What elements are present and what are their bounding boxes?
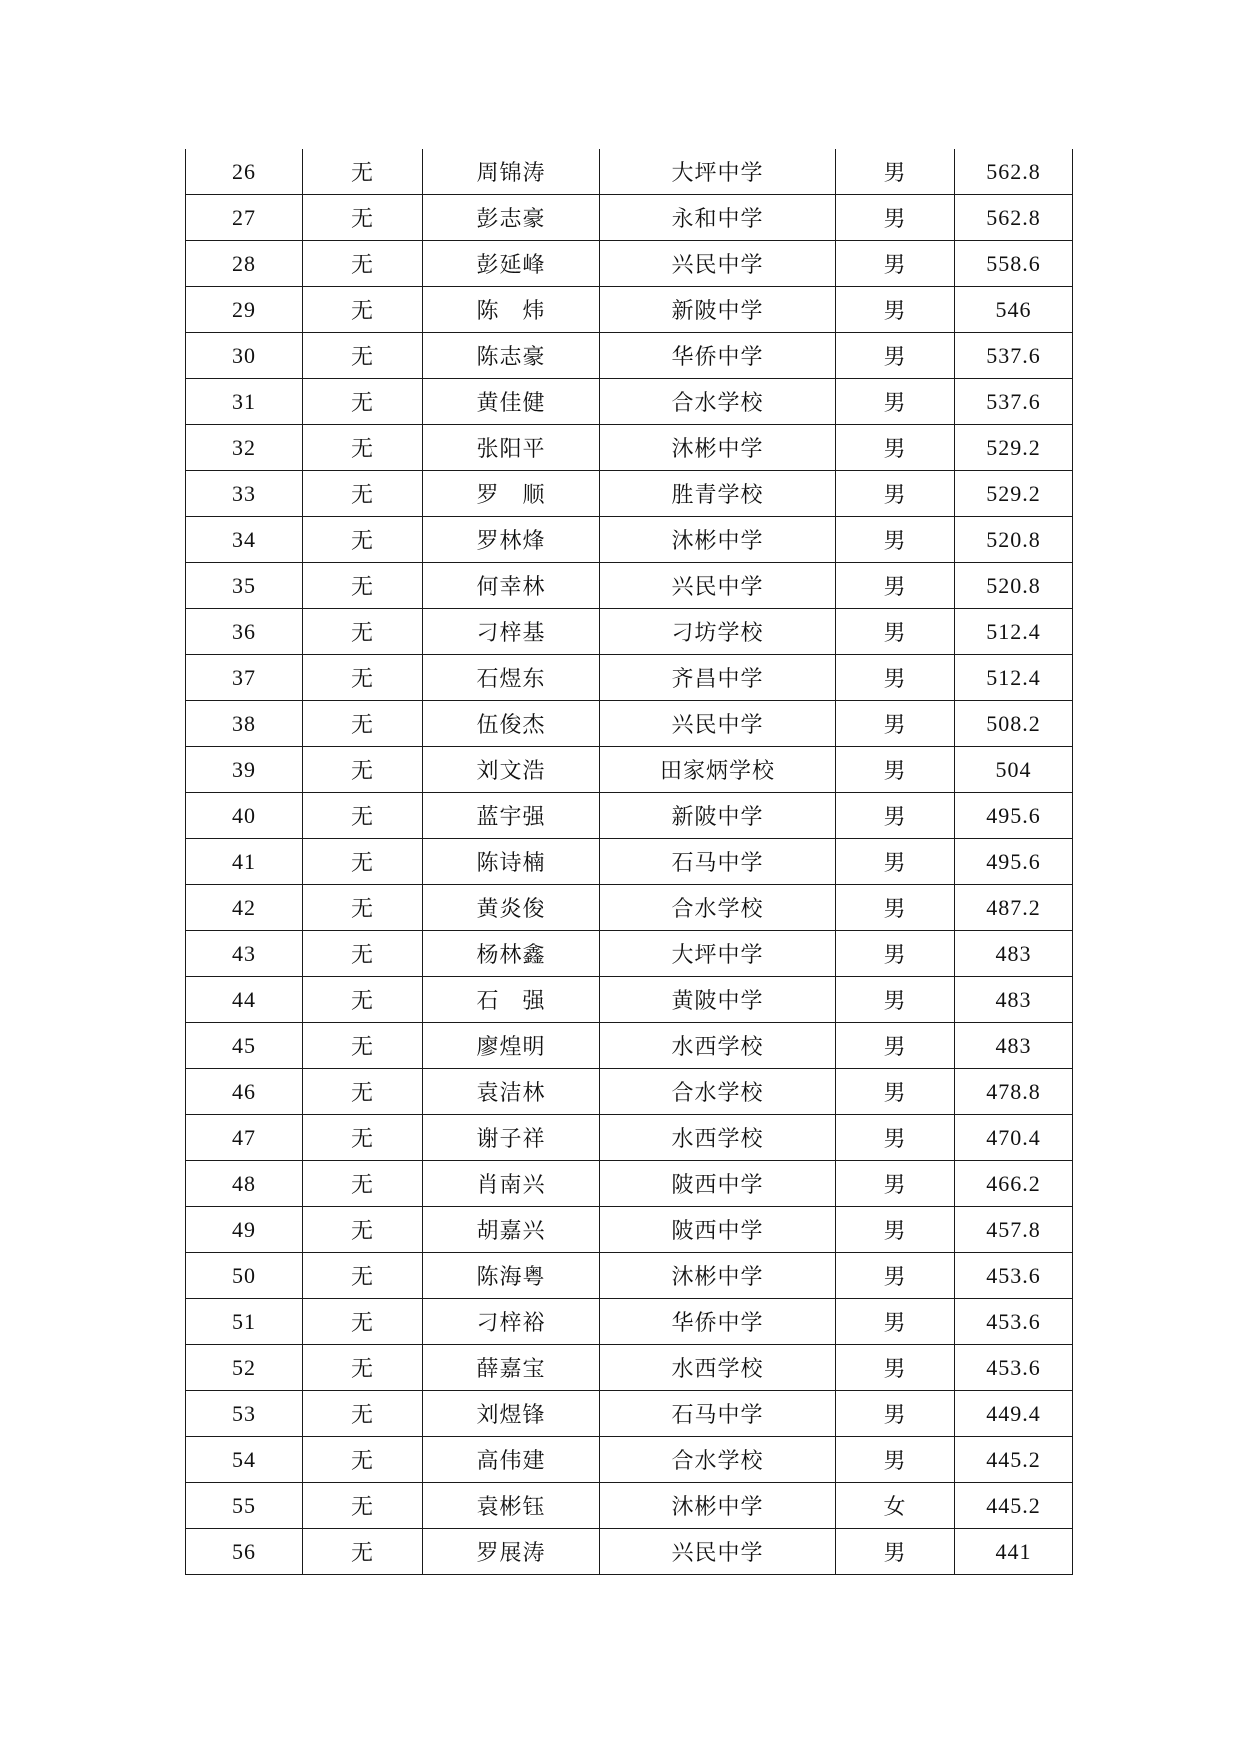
table-row [186, 195, 1073, 241]
rank-cell: 41 [186, 839, 303, 885]
student-name-cell: 黄炎俊 [423, 885, 600, 931]
school-cell: 兴民中学 [600, 701, 836, 747]
table-row [186, 1299, 1073, 1345]
student-name-cell: 周锦涛 [423, 149, 600, 195]
award-cell: 无 [303, 655, 423, 701]
table-row [186, 1529, 1073, 1575]
award-cell: 无 [303, 287, 423, 333]
student-name-cell: 蓝宇强 [423, 793, 600, 839]
school-cell: 沐彬中学 [600, 1253, 836, 1299]
table-row [186, 609, 1073, 655]
rank-cell: 42 [186, 885, 303, 931]
student-name-cell: 张阳平 [423, 425, 600, 471]
school-cell: 华侨中学 [600, 333, 836, 379]
gender-cell: 女 [836, 1483, 955, 1529]
school-cell: 沐彬中学 [600, 517, 836, 563]
student-name-cell: 胡嘉兴 [423, 1207, 600, 1253]
rank-cell: 55 [186, 1483, 303, 1529]
gender-cell: 男 [836, 287, 955, 333]
gender-cell: 男 [836, 747, 955, 793]
school-cell: 陂西中学 [600, 1207, 836, 1253]
student-name-cell: 袁彬钰 [423, 1483, 600, 1529]
student-name-cell: 陈海粤 [423, 1253, 600, 1299]
score-cell: 546 [955, 287, 1073, 333]
table-row [186, 379, 1073, 425]
score-cell: 457.8 [955, 1207, 1073, 1253]
roster-table-body [186, 149, 1073, 1575]
table-row [186, 793, 1073, 839]
student-name-cell: 谢子祥 [423, 1115, 600, 1161]
school-cell: 合水学校 [600, 885, 836, 931]
rank-cell: 33 [186, 471, 303, 517]
award-cell: 无 [303, 1483, 423, 1529]
table-row [186, 425, 1073, 471]
score-cell: 495.6 [955, 793, 1073, 839]
score-cell: 562.8 [955, 195, 1073, 241]
award-cell: 无 [303, 1207, 423, 1253]
score-cell: 508.2 [955, 701, 1073, 747]
school-cell: 合水学校 [600, 1437, 836, 1483]
student-name-cell: 石 强 [423, 977, 600, 1023]
school-cell: 陂西中学 [600, 1161, 836, 1207]
gender-cell: 男 [836, 885, 955, 931]
gender-cell: 男 [836, 1069, 955, 1115]
school-cell: 合水学校 [600, 379, 836, 425]
school-cell: 合水学校 [600, 1069, 836, 1115]
award-cell: 无 [303, 471, 423, 517]
student-name-cell: 袁洁林 [423, 1069, 600, 1115]
gender-cell: 男 [836, 1391, 955, 1437]
gender-cell: 男 [836, 1207, 955, 1253]
school-cell: 水西学校 [600, 1023, 836, 1069]
table-row [186, 885, 1073, 931]
gender-cell: 男 [836, 839, 955, 885]
award-cell: 无 [303, 1023, 423, 1069]
rank-cell: 56 [186, 1529, 303, 1575]
table-row [186, 1069, 1073, 1115]
rank-cell: 38 [186, 701, 303, 747]
award-cell: 无 [303, 1345, 423, 1391]
school-cell: 石马中学 [600, 1391, 836, 1437]
student-name-cell: 杨林鑫 [423, 931, 600, 977]
rank-cell: 30 [186, 333, 303, 379]
score-cell: 512.4 [955, 609, 1073, 655]
school-cell: 兴民中学 [600, 1529, 836, 1575]
table-row [186, 1023, 1073, 1069]
score-cell: 478.8 [955, 1069, 1073, 1115]
award-cell: 无 [303, 1529, 423, 1575]
score-cell: 537.6 [955, 379, 1073, 425]
student-name-cell: 陈志豪 [423, 333, 600, 379]
award-cell: 无 [303, 1299, 423, 1345]
rank-cell: 48 [186, 1161, 303, 1207]
school-cell: 沐彬中学 [600, 1483, 836, 1529]
school-cell: 大坪中学 [600, 931, 836, 977]
student-name-cell: 陈 炜 [423, 287, 600, 333]
gender-cell: 男 [836, 1437, 955, 1483]
gender-cell: 男 [836, 609, 955, 655]
award-cell: 无 [303, 1253, 423, 1299]
score-cell: 504 [955, 747, 1073, 793]
award-cell: 无 [303, 563, 423, 609]
score-cell: 470.4 [955, 1115, 1073, 1161]
score-cell: 483 [955, 931, 1073, 977]
score-cell: 495.6 [955, 839, 1073, 885]
rank-cell: 47 [186, 1115, 303, 1161]
student-name-cell: 刁梓基 [423, 609, 600, 655]
score-cell: 512.4 [955, 655, 1073, 701]
school-cell: 兴民中学 [600, 563, 836, 609]
school-cell: 华侨中学 [600, 1299, 836, 1345]
school-cell: 沐彬中学 [600, 425, 836, 471]
score-cell: 529.2 [955, 471, 1073, 517]
award-cell: 无 [303, 425, 423, 471]
school-cell: 水西学校 [600, 1345, 836, 1391]
award-cell: 无 [303, 1391, 423, 1437]
table-row [186, 1207, 1073, 1253]
school-cell: 石马中学 [600, 839, 836, 885]
score-cell: 445.2 [955, 1483, 1073, 1529]
rank-cell: 44 [186, 977, 303, 1023]
rank-cell: 53 [186, 1391, 303, 1437]
school-cell: 新陂中学 [600, 287, 836, 333]
rank-cell: 50 [186, 1253, 303, 1299]
score-cell: 453.6 [955, 1299, 1073, 1345]
student-name-cell: 刘煜锋 [423, 1391, 600, 1437]
table-row [186, 1437, 1073, 1483]
award-cell: 无 [303, 931, 423, 977]
score-cell: 537.6 [955, 333, 1073, 379]
school-cell: 田家炳学校 [600, 747, 836, 793]
gender-cell: 男 [836, 195, 955, 241]
rank-cell: 26 [186, 149, 303, 195]
table-row [186, 701, 1073, 747]
table-row [186, 517, 1073, 563]
award-cell: 无 [303, 885, 423, 931]
rank-cell: 43 [186, 931, 303, 977]
award-cell: 无 [303, 1437, 423, 1483]
student-name-cell: 罗林烽 [423, 517, 600, 563]
student-name-cell: 罗展涛 [423, 1529, 600, 1575]
gender-cell: 男 [836, 793, 955, 839]
award-cell: 无 [303, 379, 423, 425]
student-name-cell: 刁梓裕 [423, 1299, 600, 1345]
gender-cell: 男 [836, 1345, 955, 1391]
table-row [186, 1253, 1073, 1299]
award-cell: 无 [303, 1069, 423, 1115]
table-row [186, 1345, 1073, 1391]
rank-cell: 29 [186, 287, 303, 333]
award-cell: 无 [303, 701, 423, 747]
school-cell: 兴民中学 [600, 241, 836, 287]
rank-cell: 39 [186, 747, 303, 793]
gender-cell: 男 [836, 1253, 955, 1299]
score-cell: 483 [955, 977, 1073, 1023]
score-cell: 487.2 [955, 885, 1073, 931]
rank-cell: 45 [186, 1023, 303, 1069]
score-cell: 441 [955, 1529, 1073, 1575]
gender-cell: 男 [836, 1115, 955, 1161]
rank-cell: 34 [186, 517, 303, 563]
gender-cell: 男 [836, 1529, 955, 1575]
gender-cell: 男 [836, 379, 955, 425]
score-cell: 558.6 [955, 241, 1073, 287]
score-cell: 520.8 [955, 517, 1073, 563]
award-cell: 无 [303, 747, 423, 793]
award-cell: 无 [303, 195, 423, 241]
score-cell: 483 [955, 1023, 1073, 1069]
score-cell: 466.2 [955, 1161, 1073, 1207]
gender-cell: 男 [836, 655, 955, 701]
award-cell: 无 [303, 1161, 423, 1207]
award-cell: 无 [303, 241, 423, 287]
student-name-cell: 何幸林 [423, 563, 600, 609]
roster-table [185, 149, 1073, 1575]
award-cell: 无 [303, 977, 423, 1023]
gender-cell: 男 [836, 241, 955, 287]
rank-cell: 28 [186, 241, 303, 287]
rank-cell: 27 [186, 195, 303, 241]
rank-cell: 40 [186, 793, 303, 839]
score-cell: 520.8 [955, 563, 1073, 609]
score-cell: 445.2 [955, 1437, 1073, 1483]
score-cell: 449.4 [955, 1391, 1073, 1437]
gender-cell: 男 [836, 1023, 955, 1069]
gender-cell: 男 [836, 931, 955, 977]
score-cell: 453.6 [955, 1345, 1073, 1391]
award-cell: 无 [303, 333, 423, 379]
school-cell: 胜青学校 [600, 471, 836, 517]
student-name-cell: 罗 顺 [423, 471, 600, 517]
gender-cell: 男 [836, 1299, 955, 1345]
award-cell: 无 [303, 609, 423, 655]
student-name-cell: 肖南兴 [423, 1161, 600, 1207]
gender-cell: 男 [836, 425, 955, 471]
rank-cell: 37 [186, 655, 303, 701]
table-row [186, 931, 1073, 977]
gender-cell: 男 [836, 517, 955, 563]
rank-cell: 52 [186, 1345, 303, 1391]
student-name-cell: 伍俊杰 [423, 701, 600, 747]
student-name-cell: 薛嘉宝 [423, 1345, 600, 1391]
student-name-cell: 彭延峰 [423, 241, 600, 287]
rank-cell: 31 [186, 379, 303, 425]
table-row [186, 241, 1073, 287]
score-cell: 529.2 [955, 425, 1073, 471]
gender-cell: 男 [836, 701, 955, 747]
student-name-cell: 石煜东 [423, 655, 600, 701]
school-cell: 黄陂中学 [600, 977, 836, 1023]
student-name-cell: 高伟建 [423, 1437, 600, 1483]
table-row [186, 1161, 1073, 1207]
award-cell: 无 [303, 149, 423, 195]
rank-cell: 35 [186, 563, 303, 609]
school-cell: 齐昌中学 [600, 655, 836, 701]
gender-cell: 男 [836, 149, 955, 195]
gender-cell: 男 [836, 977, 955, 1023]
student-name-cell: 刘文浩 [423, 747, 600, 793]
award-cell: 无 [303, 793, 423, 839]
table-row [186, 655, 1073, 701]
school-cell: 永和中学 [600, 195, 836, 241]
award-cell: 无 [303, 517, 423, 563]
rank-cell: 54 [186, 1437, 303, 1483]
score-cell: 562.8 [955, 149, 1073, 195]
gender-cell: 男 [836, 333, 955, 379]
award-cell: 无 [303, 839, 423, 885]
table-row [186, 977, 1073, 1023]
rank-cell: 32 [186, 425, 303, 471]
rank-cell: 46 [186, 1069, 303, 1115]
table-row [186, 333, 1073, 379]
score-cell: 453.6 [955, 1253, 1073, 1299]
table-row [186, 1483, 1073, 1529]
gender-cell: 男 [836, 1161, 955, 1207]
table-row [186, 1391, 1073, 1437]
student-name-cell: 黄佳健 [423, 379, 600, 425]
school-cell: 大坪中学 [600, 149, 836, 195]
school-cell: 水西学校 [600, 1115, 836, 1161]
table-row [186, 839, 1073, 885]
table-row [186, 747, 1073, 793]
gender-cell: 男 [836, 563, 955, 609]
school-cell: 刁坊学校 [600, 609, 836, 655]
table-row [186, 471, 1073, 517]
award-cell: 无 [303, 1115, 423, 1161]
student-name-cell: 廖煌明 [423, 1023, 600, 1069]
table-row [186, 149, 1073, 195]
table-row [186, 1115, 1073, 1161]
table-row [186, 287, 1073, 333]
student-name-cell: 陈诗楠 [423, 839, 600, 885]
table-row [186, 563, 1073, 609]
school-cell: 新陂中学 [600, 793, 836, 839]
rank-cell: 49 [186, 1207, 303, 1253]
rank-cell: 51 [186, 1299, 303, 1345]
rank-cell: 36 [186, 609, 303, 655]
student-name-cell: 彭志豪 [423, 195, 600, 241]
gender-cell: 男 [836, 471, 955, 517]
